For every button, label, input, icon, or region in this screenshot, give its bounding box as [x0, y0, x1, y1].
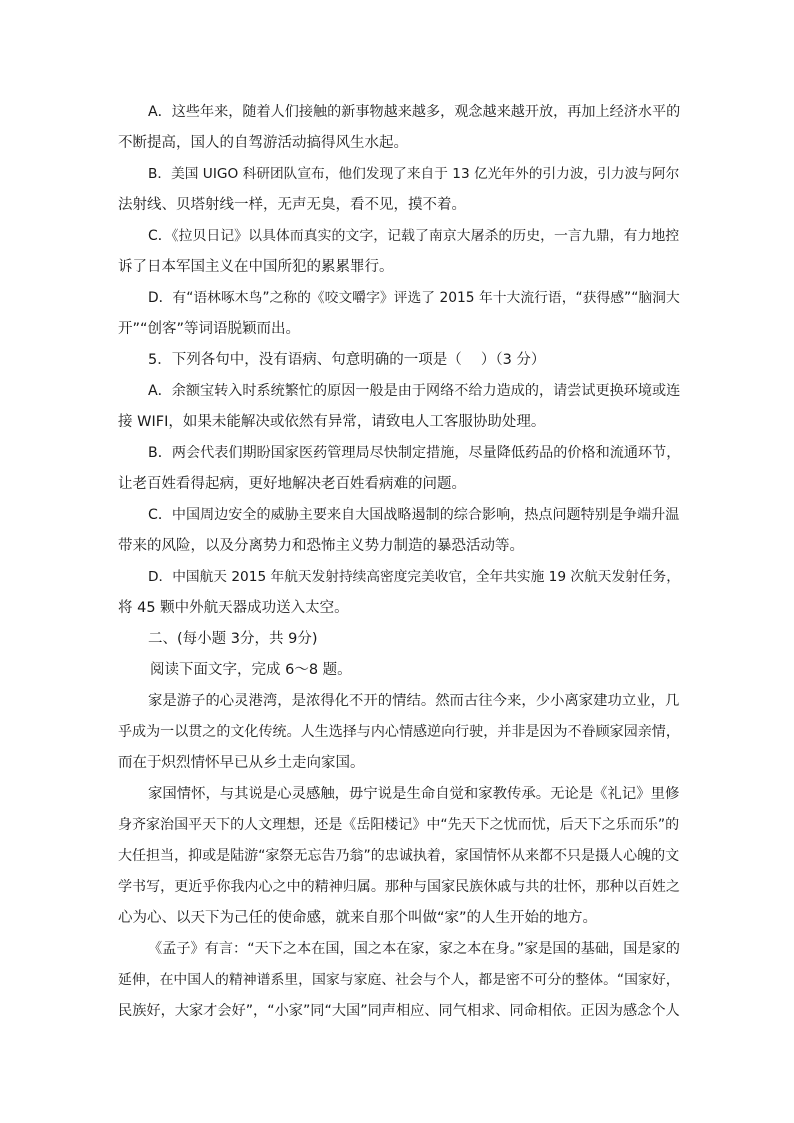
passage-line: 乎成为一以贯之的文化传统。人生选择与内心情感逆向行驶，并非是因为不眷顾家园亲情， [118, 724, 680, 740]
text-line: C．中国周边安全的威胁主要来自大国战略遏制的综合影响，热点问题特别是争端升温 [148, 507, 680, 523]
reading-instruction: 阅读下面文字，完成 6～8 题。 [150, 662, 352, 678]
text-line: C．《拉贝日记》以具体而真实的文字，记载了南京大屠杀的历史，一言九鼎，有力地控 [148, 228, 680, 244]
text-line: 将 45 颗中外航天器成功送入太空。 [118, 600, 349, 616]
passage-line: 大任担当，抑或是陆游“家祭无忘告乃翁”的忠诚执着，家国情怀从来都不只是摄人心魄的文 [118, 848, 680, 864]
text-line: 诉了日本军国主义在中国所犯的累累罪行。 [118, 259, 394, 275]
text-line: 不断提高，国人的自驾游活动搞得风生水起。 [118, 135, 408, 151]
section-heading: 二、(每小题 3分，共 9分) [148, 631, 318, 647]
passage-line: 家国情怀，与其说是心灵感触，毋宁说是生命自觉和家教传承。无论是《礼记》里修 [148, 786, 680, 802]
text-line: D．中国航天 2015 年航天发射持续高密度完美收官，全年共实施 19 次航天发射任务， [148, 569, 680, 585]
passage-line: 《孟子》有言：“天下之本在国，国之本在家，家之本在身。”家是国的基础，国是家的 [148, 941, 680, 957]
text-line: B．两会代表们期盼国家医药管理局尽快制定措施，尽量降低药品的价格和流通环节， [148, 445, 681, 461]
passage-line: 而在于炽烈情怀早已从乡土走向家国。 [118, 755, 365, 771]
text-line: 带来的风险，以及分离势力和恐怖主义势力制造的暴恐活动等。 [118, 538, 524, 554]
text-line: A．这些年来，随着人们接触的新事物越来越多，观念越来越开放，再加上经济水平的 [148, 104, 681, 120]
passage-line: 家是游子的心灵港湾，是浓得化不开的情结。然而古往今来，少小离家建功立业，几 [148, 693, 680, 709]
passage-line: 学书写，更近乎你我内心之中的精神归属。那种与国家民族休戚与共的壮怀，那种以百姓之 [118, 879, 680, 895]
text-line: 法射线、贝塔射线一样，无声无臭，看不见，摸不着。 [118, 197, 466, 213]
passage-line: 延伸，在中国人的精神谱系里，国家与家庭、社会与个人，都是密不可分的整体。“国家好， [118, 972, 680, 988]
passage-line: 心为心、以天下为己任的使命感，就来自那个叫做“家”的人生开始的地方。 [118, 910, 598, 926]
text-line: 接 WIFI，如果未能解决或依然有异常，请致电人工客服协助处理。 [118, 414, 546, 430]
passage-line: 民族好，大家才会好”，“小家”同“大国”同声相应、同气相求、同命相依。正因为感念个人 [118, 1003, 680, 1019]
text-line: 开”“创客”等词语脱颖而出。 [118, 321, 301, 337]
text-line: B．美国 UIGO 科研团队宣布，他们发现了来自于 13 亿光年外的引力波，引力波与阿尔 [148, 166, 680, 182]
question-5-stem: 5．下列各句中，没有语病、句意明确的一项是（ ）（3 分） [148, 352, 546, 368]
passage-line: 身齐家治国平天下的人文理想，还是《岳阳楼记》中“先天下之忧而忧，后天下之乐而乐”的 [118, 817, 680, 833]
text-line: 让老百姓看得起病，更好地解决老百姓看病难的问题。 [118, 476, 466, 492]
text-line: A．余额宝转入时系统繁忙的原因一般是由于网络不给力造成的，请尝试更换环境或连 [148, 383, 681, 399]
text-line: D．有“语林啄木鸟”之称的《咬文嚼字》评选了 2015 年十大流行语，“获得感”“脑洞大 [148, 290, 680, 306]
